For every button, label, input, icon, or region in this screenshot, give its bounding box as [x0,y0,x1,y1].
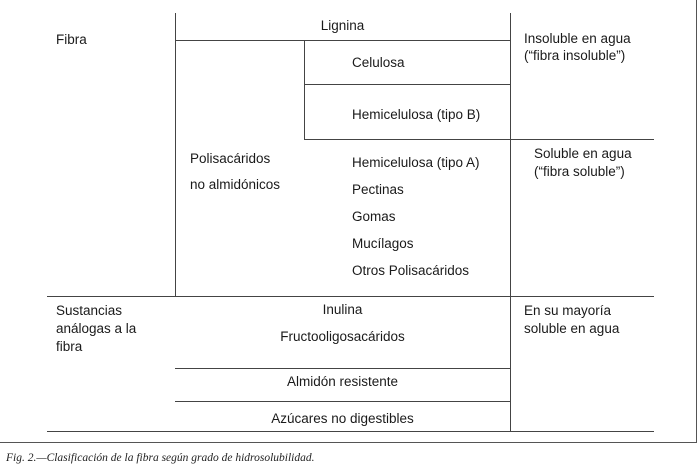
item-gomas: Gomas [352,209,396,224]
line-under-celulosa [304,84,510,85]
item-fructooligosacaridos: Fructooligosacáridos [280,329,405,344]
item-celulosa: Celulosa [352,55,405,70]
item-otros-polisacaridos: Otros Polisacáridos [352,263,470,278]
divider-col1 [175,13,176,296]
label-soluble-1: Soluble en agua [534,146,632,161]
item-mucilagos: Mucílagos [352,236,414,251]
line-above-azucares [175,401,510,402]
item-hemicelulosa-a: Hemicelulosa (tipo A) [352,155,480,170]
label-sustancias-2: análogas a la [56,321,137,336]
divider-inner [304,40,305,139]
line-under-lignina [175,40,510,41]
item-hemicelulosa-b: Hemicelulosa (tipo B) [352,107,481,122]
label-sustancias-3: fibra [56,339,83,354]
item-inulina: Inulina [322,302,363,317]
label-mayoria-1: En su mayoría [524,303,612,318]
label-sustancias-1: Sustancias [56,303,123,318]
label-soluble-2: (“fibra soluble”) [534,164,625,179]
item-pectinas: Pectinas [352,182,404,197]
cell-lignina: Lignina [320,18,365,33]
label-polisacaridos-1: Polisacáridos [190,151,271,166]
line-section-two [47,296,654,297]
line-above-almidon [175,368,510,369]
item-azucares-no-digestibles: Azúcares no digestibles [271,411,414,426]
figure-caption: Fig. 2.—Clasificación de la fibra según grado de hidrosolubilidad. [6,452,315,464]
label-fibra: Fibra [56,32,87,47]
label-insoluble-2: (“fibra insoluble”) [524,48,626,63]
label-polisacaridos-2: no almidónicos [190,177,281,192]
label-insoluble-1: Insoluble en agua [524,31,631,46]
item-almidon-resistente: Almidón resistente [286,374,399,389]
divider-col3 [510,13,511,431]
label-mayoria-2: soluble en agua [524,321,620,336]
line-table-bottom [47,431,654,432]
line-insoluble-soluble [304,139,654,140]
